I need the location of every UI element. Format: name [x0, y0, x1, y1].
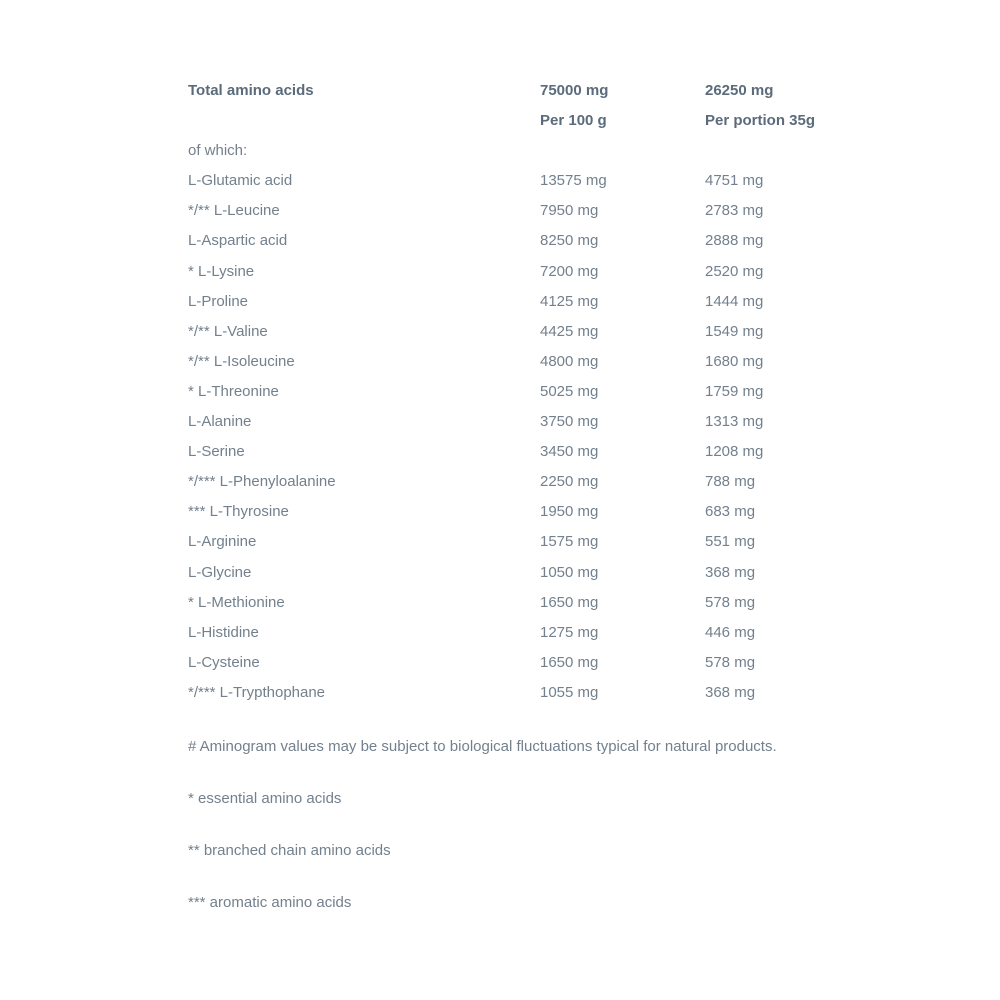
per-portion-value: 368 mg [705, 683, 756, 701]
per-portion-value: 2783 mg [705, 202, 764, 220]
per-portion-value: 1680 mg [705, 352, 764, 370]
total-per-portion-value: 26250 mg [705, 82, 774, 99]
per-portion-value: 578 mg [705, 593, 756, 611]
amino-acid-name: L-Histidine [188, 623, 259, 641]
per-portion-value: 788 mg [705, 473, 756, 491]
per-100g-value: 1055 mg [540, 683, 599, 701]
amino-acid-name: * L-Threonine [188, 382, 279, 400]
table-header-row [188, 76, 828, 106]
per-portion-value: 578 mg [705, 653, 756, 671]
amino-acid-name: L-Arginine [188, 533, 257, 551]
amino-acid-name: L-Alanine [188, 413, 252, 431]
amino-acid-name: L-Cysteine [188, 653, 260, 671]
per-portion-value: 683 mg [705, 503, 756, 521]
amino-acid-name: L-Glycine [188, 563, 252, 581]
table-row [188, 437, 828, 467]
table-row [188, 467, 828, 497]
table-row [188, 648, 828, 678]
table-row [188, 347, 828, 377]
column-headers-row [188, 106, 828, 136]
per-100g-value: 1575 mg [540, 533, 599, 551]
per-portion-value: 1759 mg [705, 382, 764, 400]
section-label-row [188, 136, 828, 166]
per-portion-value: 1208 mg [705, 443, 764, 461]
amino-acid-name: */*** L-Trypthophane [188, 683, 326, 701]
per-portion-value: 2888 mg [705, 232, 764, 250]
per-100g-value: 4800 mg [540, 352, 599, 370]
per-100g-value: 4425 mg [540, 322, 599, 340]
table-row [188, 196, 828, 226]
footnote-aminogram: # Aminogram values may be subject to biological fluctuations typical for natural products. [188, 737, 777, 755]
per-100g-value: 8250 mg [540, 232, 599, 250]
per-100g-value: 3450 mg [540, 443, 599, 461]
table-row [188, 377, 828, 407]
per-100g-value: 3750 mg [540, 413, 599, 431]
per-100g-value: 4125 mg [540, 292, 599, 310]
table-row [188, 257, 828, 287]
total-per-100g-value: 75000 mg [540, 82, 609, 99]
amino-acid-name: L-Aspartic acid [188, 232, 288, 250]
amino-acid-name: * L-Methionine [188, 593, 285, 611]
per-portion-value: 4751 mg [705, 172, 764, 190]
per-100g-column-header: Per 100 g [540, 112, 607, 130]
per-portion-value: 1444 mg [705, 292, 764, 310]
per-100g-value: 7950 mg [540, 202, 599, 220]
footnote-essential: * essential amino acids [188, 789, 342, 807]
per-portion-value: 551 mg [705, 533, 756, 551]
amino-acid-name: */** L-Valine [188, 322, 268, 340]
amino-acid-name: */** L-Leucine [188, 202, 280, 220]
per-portion-value: 368 mg [705, 563, 756, 581]
footnotes [188, 736, 828, 914]
table-row [188, 678, 828, 708]
of-which-label: of which: [188, 142, 248, 160]
amino-acid-rows [188, 166, 828, 708]
per-100g-value: 2250 mg [540, 473, 599, 491]
footnote-aromatic: *** aromatic amino acids [188, 893, 352, 911]
amino-acid-name: * L-Lysine [188, 262, 255, 280]
aminogram-section [188, 76, 828, 944]
per-portion-value: 446 mg [705, 623, 756, 641]
amino-acids-table [188, 76, 828, 708]
table-row [188, 407, 828, 437]
per-100g-value: 13575 mg [540, 172, 607, 190]
table-row [188, 166, 828, 196]
per-100g-value: 1650 mg [540, 653, 599, 671]
footnote-branched-chain: ** branched chain amino acids [188, 841, 391, 859]
per-portion-value: 2520 mg [705, 262, 764, 280]
per-100g-value: 7200 mg [540, 262, 599, 280]
amino-acid-name: */** L-Isoleucine [188, 352, 295, 370]
per-100g-value: 1050 mg [540, 563, 599, 581]
table-row [188, 618, 828, 648]
per-portion-column-header: Per portion 35g [705, 112, 816, 130]
table-row [188, 527, 828, 557]
amino-acid-name: *** L-Thyrosine [188, 503, 289, 521]
amino-acid-name: L-Proline [188, 292, 249, 310]
table-row [188, 497, 828, 527]
table-row [188, 588, 828, 618]
table-row [188, 226, 828, 256]
per-portion-value: 1313 mg [705, 413, 764, 431]
per-100g-value: 1275 mg [540, 623, 599, 641]
amino-acid-name: L-Glutamic acid [188, 172, 293, 190]
per-portion-value: 1549 mg [705, 322, 764, 340]
table-row [188, 317, 828, 347]
amino-acid-name: */*** L-Phenyloalanine [188, 473, 336, 491]
per-100g-value: 5025 mg [540, 382, 599, 400]
table-row [188, 558, 828, 588]
amino-acid-name: L-Serine [188, 443, 245, 461]
table-row [188, 287, 828, 317]
per-100g-value: 1950 mg [540, 503, 599, 521]
per-100g-value: 1650 mg [540, 593, 599, 611]
total-amino-acids-label: Total amino acids [188, 82, 314, 99]
